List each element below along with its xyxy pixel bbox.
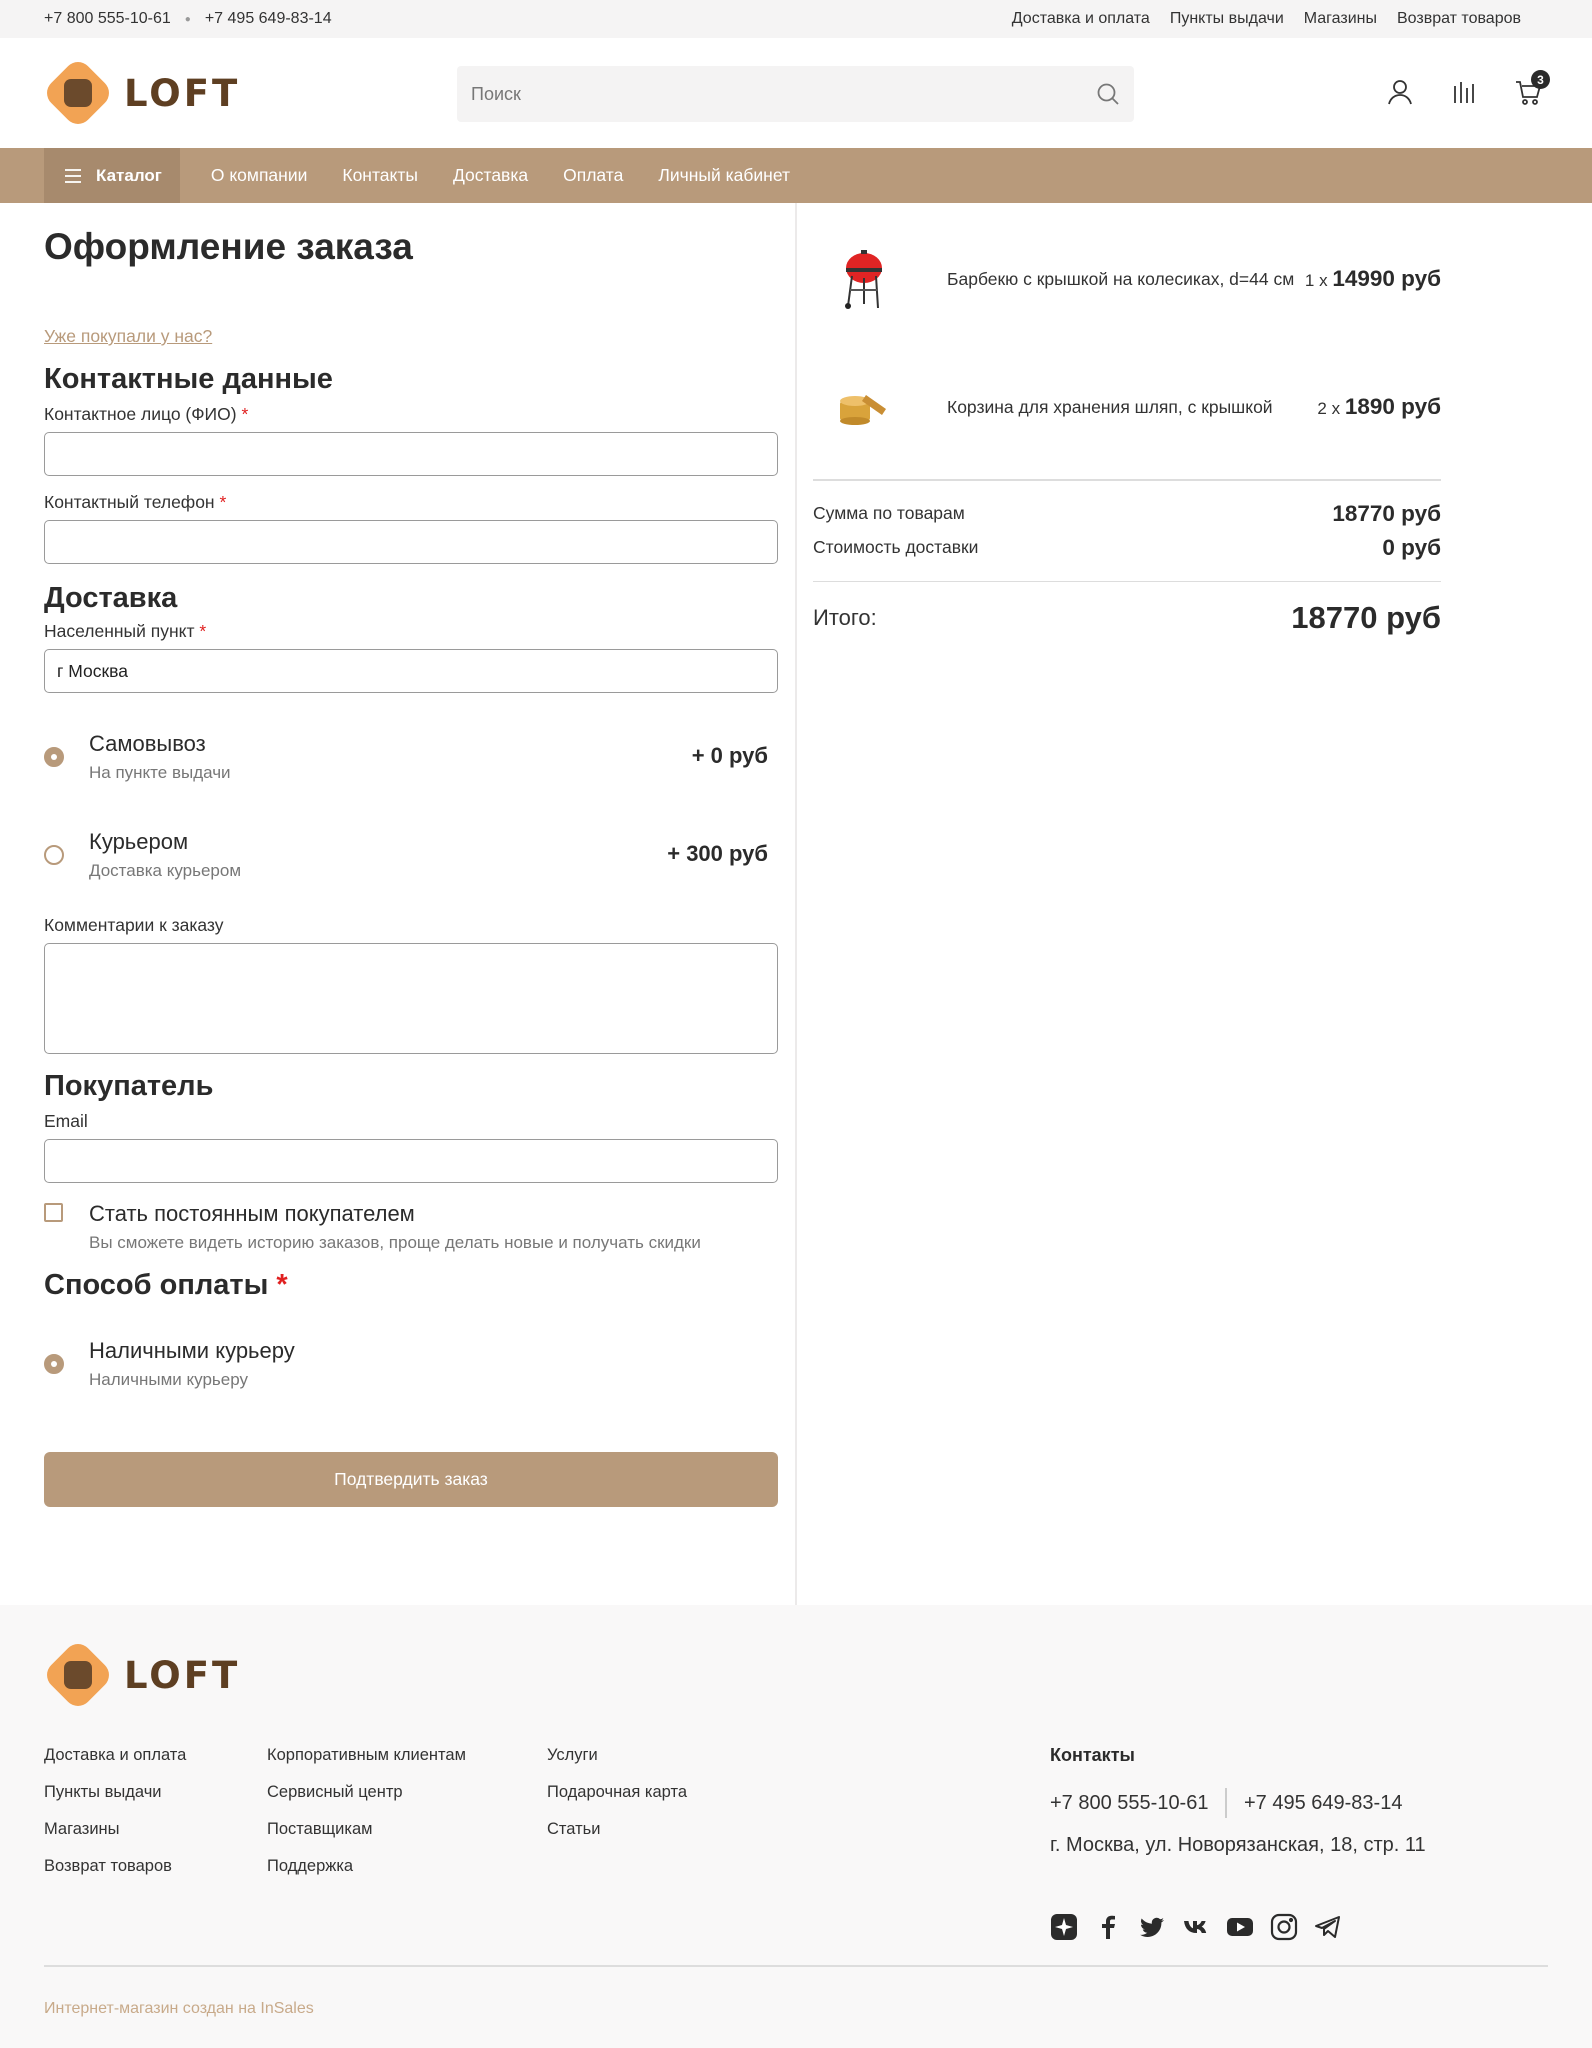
top-phones xyxy=(44,10,332,28)
phone-separator xyxy=(1225,1788,1227,1818)
cart-item-name[interactable]: Барбекю с крышкой на колесиках, d=44 см xyxy=(947,268,1295,289)
nav-payment[interactable]: Оплата xyxy=(563,165,624,185)
delivery-cost-value: 0 руб xyxy=(1382,534,1441,560)
youtube-icon[interactable] xyxy=(1226,1913,1254,1941)
total-label: Итого: xyxy=(813,605,877,630)
facebook-icon[interactable] xyxy=(1094,1913,1122,1941)
footer-link[interactable]: Поддержка xyxy=(267,1857,354,1875)
footer-link[interactable]: Возврат товаров xyxy=(44,1857,172,1875)
page-title: Оформление заказа xyxy=(44,226,413,267)
phone-label: Контактный телефон * xyxy=(44,492,227,512)
footer-link[interactable]: Доставка и оплата xyxy=(44,1746,187,1764)
checkout-main xyxy=(0,203,1592,1605)
nav-delivery[interactable]: Доставка xyxy=(452,165,529,185)
delivery-heading: Доставка xyxy=(44,582,178,614)
footer-logo-text: LOFT xyxy=(124,1653,241,1697)
order-summary xyxy=(797,203,1592,1605)
email-label: Email xyxy=(44,1111,88,1131)
footer-phones xyxy=(1050,1788,1426,1818)
cash-title: Наличными курьеру xyxy=(89,1338,295,1363)
payment-heading: Способ оплаты * xyxy=(44,1269,288,1301)
footer-link[interactable]: Статьи xyxy=(547,1820,601,1838)
subtotal-row xyxy=(813,501,1441,527)
delivery-option-courier[interactable] xyxy=(44,829,778,881)
regular-buyer-option[interactable] xyxy=(44,1201,778,1253)
search-icon[interactable] xyxy=(1096,82,1120,106)
top-link-returns[interactable]: Возврат товаров xyxy=(1396,10,1521,27)
site-footer xyxy=(0,1605,1592,2048)
hat-box-icon[interactable] xyxy=(829,372,899,442)
header-icons xyxy=(1386,72,1544,106)
footer-link[interactable]: Услуги xyxy=(547,1746,598,1764)
star-icon[interactable] xyxy=(1050,1913,1078,1941)
twitter-icon[interactable] xyxy=(1138,1913,1166,1941)
pickup-radio[interactable] xyxy=(44,747,64,767)
instagram-icon[interactable] xyxy=(1270,1913,1298,1941)
cart-item-price: 1 x 14990 руб xyxy=(1304,266,1441,291)
pickup-price: + 0 руб xyxy=(691,743,768,768)
total-divider xyxy=(813,581,1441,583)
name-label: Контактное лицо (ФИО) * xyxy=(44,404,249,424)
buyer-heading: Покупатель xyxy=(44,1070,214,1102)
email-field[interactable] xyxy=(44,1139,778,1183)
site-header xyxy=(0,38,1592,148)
catalog-label: Каталог xyxy=(96,165,162,185)
footer-col-3 xyxy=(547,1746,687,1839)
user-icon[interactable] xyxy=(1386,78,1414,106)
city-label: Населенный пункт * xyxy=(44,621,207,641)
phone-field[interactable] xyxy=(44,520,778,564)
catalog-button[interactable] xyxy=(44,148,180,203)
already-bought-link[interactable]: Уже покупали у нас? xyxy=(44,326,213,346)
footer-address: г. Москва, ул. Новорязанская, 18, стр. 11 xyxy=(1050,1834,1426,1856)
top-bar xyxy=(0,0,1592,38)
payment-option-cash[interactable] xyxy=(44,1338,778,1390)
cart-item xyxy=(813,215,1441,343)
footer-contacts xyxy=(1050,1745,1426,1941)
top-links xyxy=(1012,10,1548,28)
cart-count-badge: 3 xyxy=(1531,70,1550,89)
main-nav xyxy=(0,148,1592,203)
footer-link[interactable]: Магазины xyxy=(44,1820,120,1838)
footer-link[interactable]: Сервисный центр xyxy=(267,1783,403,1801)
vk-icon[interactable] xyxy=(1182,1913,1210,1941)
footer-contacts-title: Контакты xyxy=(1050,1745,1135,1765)
city-field[interactable]: г Москва xyxy=(44,649,778,693)
cart-item xyxy=(813,343,1441,471)
footer-link[interactable]: Подарочная карта xyxy=(547,1783,687,1801)
cash-subtitle: Наличными курьеру xyxy=(89,1370,248,1389)
nav-contacts[interactable]: Контакты xyxy=(342,165,418,185)
social-links xyxy=(1050,1913,1426,1941)
footer-col-2 xyxy=(267,1746,466,1876)
nav-account[interactable]: Личный кабинет xyxy=(658,165,790,185)
footer-phone-1[interactable]: +7 800 555-10-61 xyxy=(1050,1791,1209,1814)
regular-buyer-subtitle: Вы сможете видеть историю заказов, проще делать новые и получать скидки xyxy=(89,1233,701,1252)
logo-mark-icon xyxy=(44,1641,112,1709)
total-value: 18770 руб xyxy=(1291,600,1441,635)
courier-price: + 300 руб xyxy=(667,841,768,866)
courier-title: Курьером xyxy=(89,829,189,854)
courier-subtitle: Доставка курьером xyxy=(89,861,242,880)
checkout-form xyxy=(0,203,797,1605)
footer-link[interactable]: Пункты выдачи xyxy=(44,1783,162,1801)
search-bar xyxy=(457,66,1134,122)
search-input[interactable] xyxy=(471,84,1096,105)
menu-icon xyxy=(64,169,82,183)
compare-icon[interactable] xyxy=(1450,78,1478,106)
footer-credit[interactable]: Интернет-магазин создан на InSales xyxy=(44,2000,314,2017)
site-logo[interactable] xyxy=(44,59,240,127)
footer-divider xyxy=(44,1965,1548,1967)
top-link-stores[interactable]: Магазины xyxy=(1303,10,1377,27)
regular-buyer-title: Стать постоянным покупателем xyxy=(89,1201,415,1226)
summary-divider xyxy=(813,479,1441,481)
nav-about[interactable]: О компании xyxy=(210,165,308,185)
comment-textarea[interactable] xyxy=(44,943,778,1054)
comment-label: Комментарии к заказу xyxy=(44,915,224,935)
pickup-title: Самовывоз xyxy=(89,731,206,756)
total-row xyxy=(813,600,1441,636)
cart-icon[interactable] xyxy=(1514,72,1544,106)
logo-text: LOFT xyxy=(124,71,241,115)
confirm-order-button[interactable]: Подтвердить заказ xyxy=(44,1452,778,1507)
subtotal-label: Сумма по товарам xyxy=(813,503,965,523)
footer-col-1 xyxy=(44,1746,186,1876)
grill-icon[interactable] xyxy=(829,244,899,314)
separator-dot: ● xyxy=(184,13,191,25)
name-field[interactable] xyxy=(44,432,778,476)
logo-mark-icon xyxy=(44,59,112,127)
delivery-option-pickup[interactable] xyxy=(44,731,778,783)
footer-logo[interactable] xyxy=(44,1641,240,1709)
footer-link[interactable]: Корпоративным клиентам xyxy=(267,1746,466,1764)
subtotal-value: 18770 руб xyxy=(1332,500,1441,526)
delivery-cost-row xyxy=(813,535,1441,561)
delivery-cost-label: Стоимость доставки xyxy=(813,537,979,557)
top-phone-1[interactable]: +7 800 555-10-61 xyxy=(44,10,171,27)
cash-radio[interactable] xyxy=(44,1354,64,1374)
courier-radio[interactable] xyxy=(44,845,64,865)
contacts-heading: Контактные данные xyxy=(44,363,333,395)
pickup-subtitle: На пункте выдачи xyxy=(89,763,231,782)
telegram-icon[interactable] xyxy=(1314,1913,1342,1941)
regular-buyer-checkbox[interactable] xyxy=(44,1203,63,1222)
footer-link[interactable]: Поставщикам xyxy=(267,1820,373,1838)
top-link-delivery[interactable]: Доставка и оплата xyxy=(1011,10,1150,27)
cart-item-price: 2 x 1890 руб xyxy=(1317,394,1441,419)
top-phone-2[interactable]: +7 495 649-83-14 xyxy=(204,10,332,27)
footer-phone-2[interactable]: +7 495 649-83-14 xyxy=(1243,1791,1403,1814)
top-link-pickup[interactable]: Пункты выдачи xyxy=(1169,10,1284,27)
cart-item-name[interactable]: Корзина для хранения шляп, с крышкой xyxy=(947,396,1273,417)
